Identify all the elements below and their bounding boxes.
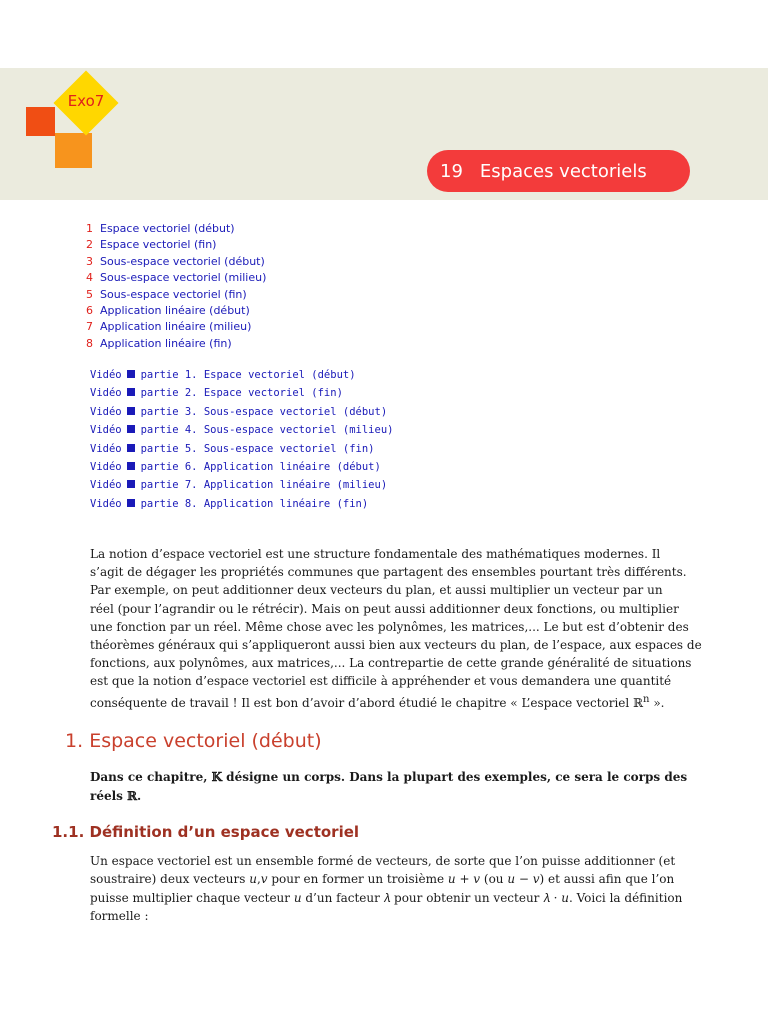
video-square-icon xyxy=(127,499,135,507)
intro-paragraph xyxy=(90,545,702,712)
intro-line: s’agit de dégager les propriétés communes que partagent des ensembles pourtant très différents. xyxy=(90,565,687,580)
video-prefix: Vidéo xyxy=(90,497,122,510)
toc-item[interactable] xyxy=(86,287,266,303)
toc-link[interactable]: Application linéaire (milieu) xyxy=(100,320,252,334)
definition-line: Un espace vectoriel est un ensemble formé de vecteurs, de sorte que l’on puisse additionner (et xyxy=(90,854,676,868)
toc-number: 7 xyxy=(86,320,93,334)
toc-link[interactable]: Application linéaire (fin) xyxy=(100,336,232,350)
toc-item[interactable] xyxy=(86,237,266,253)
section-number: 1. xyxy=(65,730,84,752)
toc-item[interactable] xyxy=(86,221,266,237)
video-square-icon xyxy=(127,462,135,470)
video-label[interactable]: partie 6. Application linéaire (début) xyxy=(140,460,381,473)
toc-link[interactable]: Application linéaire (début) xyxy=(100,303,250,317)
intro-line: réel (pour l’agrandir ou le rétrécir). Mais on peut aussi additionner deux fonctions, ou multiplier xyxy=(90,601,679,616)
definition-line: soustraire) deux vecteurs 𝑢,𝑣 pour en former un troisième 𝑢 + 𝑣 (ou 𝑢 − 𝑣) et aussi afin que l’on xyxy=(90,872,675,887)
toc-link[interactable]: Sous-espace vectoriel (fin) xyxy=(100,287,247,301)
video-square-icon xyxy=(127,480,135,488)
intro-line: théorèmes généraux qui s’appliqueront aussi bien aux vecteurs du plan, de l’espace, aux espaces de xyxy=(90,638,702,653)
video-prefix: Vidéo xyxy=(90,460,122,473)
video-label[interactable]: partie 7. Application linéaire (milieu) xyxy=(140,479,388,492)
video-label[interactable]: partie 3. Sous-espace vectoriel (début) xyxy=(140,405,388,418)
video-label[interactable]: partie 1. Espace vectoriel (début) xyxy=(140,369,356,381)
video-list xyxy=(90,366,393,513)
toc-item[interactable] xyxy=(86,319,266,335)
toc-number: 6 xyxy=(86,303,93,317)
toc-number: 3 xyxy=(86,254,93,268)
toc-link[interactable]: Espace vectoriel (fin) xyxy=(100,238,217,252)
intro-line: La notion d’espace vectoriel est une structure fondamentale des mathématiques modernes. Il xyxy=(90,547,661,561)
video-prefix: Vidéo xyxy=(90,424,122,437)
video-link[interactable] xyxy=(90,458,393,476)
chapter-title: Espaces vectoriels xyxy=(479,160,647,182)
definition-paragraph xyxy=(90,852,690,925)
table-of-contents xyxy=(86,221,266,352)
toc-item[interactable] xyxy=(86,270,266,286)
section-heading xyxy=(65,730,322,752)
logo-red-square xyxy=(26,107,55,136)
toc-item[interactable] xyxy=(86,254,266,270)
video-square-icon xyxy=(127,425,135,433)
exponent: n xyxy=(643,693,650,705)
intro-line: est que la notion d’espace vectoriel est difficile à appréhender et vous demandera une quantité xyxy=(90,674,672,689)
video-link[interactable] xyxy=(90,495,393,513)
video-label[interactable]: partie 8. Application linéaire (fin) xyxy=(140,497,369,510)
video-prefix: Vidéo xyxy=(90,479,122,492)
logo-orange-square xyxy=(55,133,92,168)
chapter-number: 19 xyxy=(440,160,463,182)
toc-item[interactable] xyxy=(86,336,266,352)
video-link[interactable] xyxy=(90,440,393,458)
toc-number: 4 xyxy=(86,271,93,285)
video-link[interactable] xyxy=(90,403,393,421)
definition-line: formelle : xyxy=(90,908,149,923)
definition-line: puisse multiplier chaque vecteur 𝑢 d’un facteur 𝜆 pour obtenir un vecteur 𝜆 · 𝑢. Voici la définition xyxy=(90,890,683,905)
intro-last-end: ». xyxy=(649,695,665,710)
video-label[interactable]: partie 2. Espace vectoriel (fin) xyxy=(140,387,343,400)
video-link[interactable] xyxy=(90,476,393,494)
intro-last-line xyxy=(90,691,690,712)
video-prefix: Vidéo xyxy=(90,369,122,381)
video-square-icon xyxy=(127,388,135,396)
intro-last-text: conséquente de travail ! Il est bon d’avoir d’abord étudié le chapitre « L’espace vectoriel ℝ xyxy=(90,695,644,710)
chapter-title-badge xyxy=(427,150,690,192)
video-square-icon xyxy=(127,407,135,415)
toc-number: 1 xyxy=(86,222,93,235)
toc-number: 5 xyxy=(86,287,93,301)
video-link[interactable] xyxy=(90,384,393,402)
toc-link[interactable]: Espace vectoriel (début) xyxy=(100,222,235,235)
intro-line: une fonction par un réel. Même chose avec les polynômes, les matrices,... Le but est d’obtenir des xyxy=(90,619,689,634)
video-square-icon xyxy=(127,444,135,452)
toc-link[interactable]: Sous-espace vectoriel (début) xyxy=(100,254,265,268)
video-link[interactable] xyxy=(90,366,393,384)
video-label[interactable]: partie 5. Sous-espace vectoriel (fin) xyxy=(140,442,375,455)
video-square-icon xyxy=(127,370,135,378)
subsection-title: Définition d’un espace vectoriel xyxy=(89,823,360,841)
subsection-number: 1.1. xyxy=(52,823,85,841)
subsection-heading xyxy=(52,823,359,841)
video-prefix: Vidéo xyxy=(90,387,122,400)
logo-text: Exo7 xyxy=(67,92,105,110)
toc-item[interactable] xyxy=(86,303,266,319)
toc-number: 2 xyxy=(86,238,93,252)
video-link[interactable] xyxy=(90,421,393,439)
section-title: Espace vectoriel (début) xyxy=(89,730,322,752)
intro-line: fonctions, aux polynômes, aux matrices,... La contrepartie de cette grande généralité de situations xyxy=(90,656,692,671)
toc-number: 8 xyxy=(86,336,93,350)
intro-line: Par exemple, on peut additionner deux vecteurs du plan, et aussi multiplier un vecteur par un xyxy=(90,583,663,598)
video-prefix: Vidéo xyxy=(90,405,122,418)
toc-link[interactable]: Sous-espace vectoriel (milieu) xyxy=(100,271,267,285)
video-prefix: Vidéo xyxy=(90,442,122,455)
section-intro-text: Dans ce chapitre, 𝕂 désigne un corps. Dans la plupart des exemples, ce sera le corps des réels ℝ. xyxy=(90,770,688,803)
video-label[interactable]: partie 4. Sous-espace vectoriel (milieu) xyxy=(140,424,394,437)
